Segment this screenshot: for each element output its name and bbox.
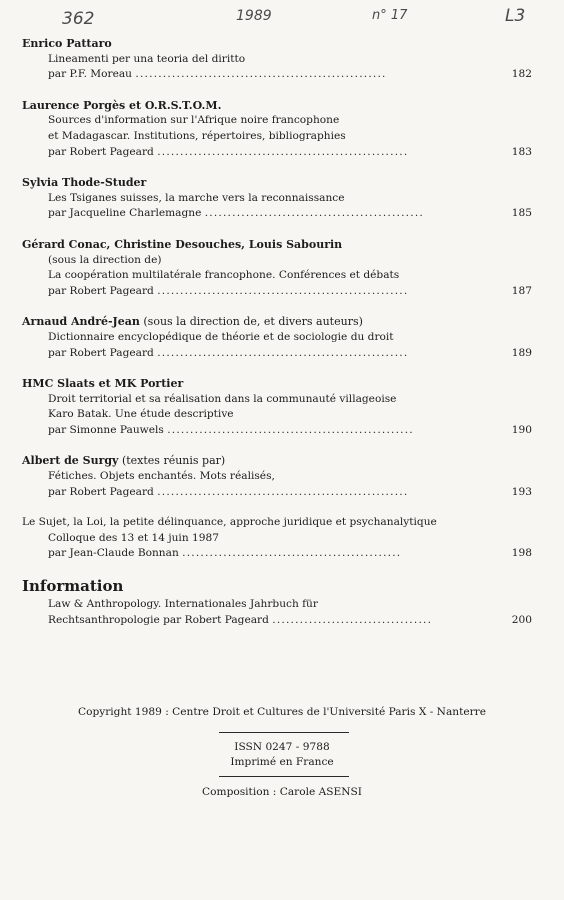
page-number: 190 [511,423,532,436]
entry-title: Fétiches. Objets enchantés. Mots réalisés, [48,470,275,483]
toc-entry [22,376,532,438]
toc-entry [22,36,532,83]
entry-author: Enrico Pattaro [22,37,112,50]
entry-title: Colloque des 13 et 14 juin 1987 [48,531,219,544]
entry-title: Le Sujet, la Loi, la petite délinquance, approche juridique et psychanalytique [22,516,437,529]
entry-byline: par Robert Pageard ....................................................... 183 [22,145,532,161]
entry-author: Gérard Conac, Christine Desouches, Louis Sabourin [22,237,343,251]
entry-author: Laurence Porgès et O.R.S.T.O.M. [22,98,222,112]
entry-title: Droit territorial et sa réalisation dans la communauté villageoise [48,392,397,405]
page-number: 182 [511,68,532,81]
entry-title: Karo Batak. Une étude descriptive [48,408,234,421]
page-number: 183 [511,145,532,158]
entry-byline: par Robert Pageard ....................................................... 189 [22,346,532,362]
handwritten-note: 362 [62,9,95,29]
entry-title: Les Tsiganes suisses, la marche vers la reconnaissance [48,191,345,204]
page-number: 185 [511,207,532,220]
toc-entry [22,175,532,222]
entry-author: Arnaud André-Jean (sous la direction de, et divers auteurs) [22,315,363,329]
entry-author: Sylvia Thode-Studer [22,176,147,190]
information-heading: Information [22,577,124,596]
issn: ISSN 0247 - 9788 [234,741,330,753]
toc-entry [22,314,532,361]
copyright-notice: Copyright 1989 : Centre Droit et Cultures de l'Université Paris X - Nanterre [77,706,487,718]
printed-in: Imprimé en France [230,756,334,768]
entry-byline: par Simonne Pauwels ...................................................... 190 [22,423,532,439]
toc-entry [22,98,532,160]
entry-author: HMC Slaats et MK Portier [22,377,184,391]
publication-info [0,740,564,770]
entry-author: Albert de Surgy (textes réunis par) [22,454,226,468]
divider [219,732,349,733]
toc-entry [22,515,532,562]
page-number: 189 [511,346,532,359]
entry-byline: par Jean-Claude Bonnan ................................................ 198 [22,546,532,562]
page-number: 187 [511,284,532,297]
page-number: 193 [511,485,532,498]
entry-byline: par Jacqueline Charlemagne ................................................ 185 [22,206,532,222]
entry-byline: par Robert Pageard ....................................................... 193 [22,485,532,501]
entry-byline: par P.F. Moreau ....................................................... 182 [22,67,532,83]
divider [219,776,349,777]
handwritten-note: 1989 [236,8,272,24]
toc-entry [22,597,532,628]
entry-byline: Rechtsanthropologie par Robert Pageard ................................... 200 [22,613,532,629]
entry-title: Dictionnaire encyclopédique de théorie et de sociologie du droit [48,330,394,343]
page-number: 198 [511,547,532,560]
handwritten-note: n° 17 [372,8,408,23]
entry-title: La coopération multilatérale francophone. Conférences et débats [48,269,400,282]
toc-entry [22,453,532,500]
entry-title: Lineamenti per una teoria del diritto [48,52,246,65]
entry-byline: par Robert Pageard ....................................................... 187 [22,284,532,300]
entry-title: Sources d'information sur l'Afrique noire francophone [48,114,340,127]
table-of-contents [22,36,532,643]
page-number: 200 [511,613,532,626]
composition-credit: Composition : Carole ASENSI [202,786,362,798]
handwritten-note: L3 [505,6,526,26]
handwritten-annotations [0,6,564,30]
entry-title: Law & Anthropology. Internationales Jahrbuch für [48,598,318,611]
entry-title: et Madagascar. Institutions, répertoires, bibliographies [48,129,346,142]
entry-title: (sous la direction de) [48,253,162,266]
toc-entry [22,237,532,299]
